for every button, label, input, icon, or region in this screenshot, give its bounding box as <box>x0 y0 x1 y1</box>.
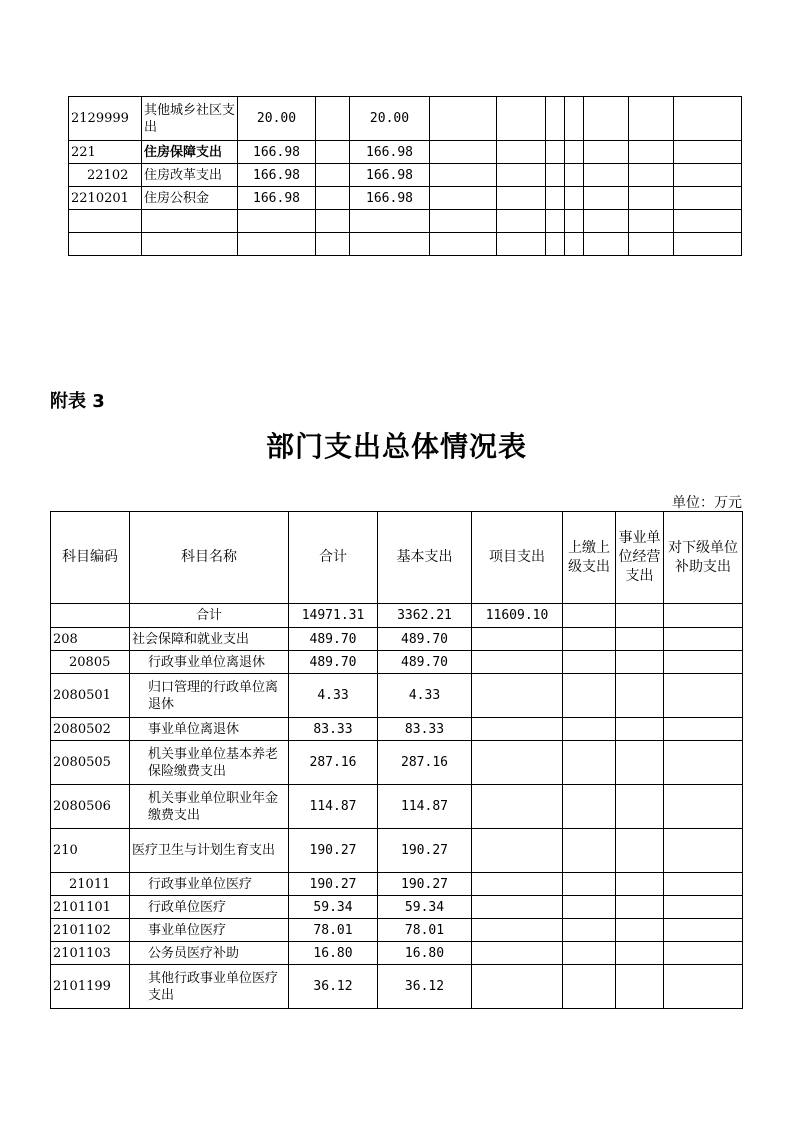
table-row <box>69 164 742 187</box>
table-row <box>51 651 743 674</box>
row-name: 归口管理的行政单位离退休 <box>130 674 289 718</box>
row-name: 医疗卫生与计划生育支出 <box>130 829 289 873</box>
row-basic: 83.33 <box>378 718 472 741</box>
row-total: 114.87 <box>289 785 378 829</box>
total-row <box>51 604 743 628</box>
row-code: 21011 <box>51 873 130 896</box>
row-name: 事业单位离退休 <box>130 718 289 741</box>
row-code: 20805 <box>51 651 130 674</box>
table-row <box>51 873 743 896</box>
row-total: 489.70 <box>289 651 378 674</box>
total-label: 合计 <box>130 604 289 628</box>
row-total: 83.33 <box>289 718 378 741</box>
row-code: 2080506 <box>51 785 130 829</box>
row-basic: 489.70 <box>378 651 472 674</box>
row-basic: 36.12 <box>378 965 472 1009</box>
header-name: 科目名称 <box>130 512 289 604</box>
attachment-label: 附表 3 <box>50 391 105 412</box>
row-total: 16.80 <box>289 942 378 965</box>
row-name: 其他城乡社区支出 <box>142 97 238 141</box>
row-code: 2080501 <box>51 674 130 718</box>
row-total: 20.00 <box>238 97 316 141</box>
row-basic: 78.01 <box>378 919 472 942</box>
row-name: 事业单位医疗 <box>130 919 289 942</box>
row-total: 166.98 <box>238 164 316 187</box>
row-total: 190.27 <box>289 829 378 873</box>
header-total: 合计 <box>289 512 378 604</box>
row-name: 住房改革支出 <box>142 164 238 187</box>
row-code: 2101103 <box>51 942 130 965</box>
table-row <box>69 187 742 210</box>
row-total: 36.12 <box>289 965 378 1009</box>
table-row <box>69 141 742 164</box>
row-name: 住房保障支出 <box>142 141 238 164</box>
top-table <box>68 96 742 256</box>
row-name: 行政事业单位医疗 <box>130 873 289 896</box>
header-project: 项目支出 <box>472 512 563 604</box>
row-code: 2101101 <box>51 896 130 919</box>
row-basic: 59.34 <box>378 896 472 919</box>
page-title: 部门支出总体情况表 <box>265 430 527 463</box>
row-total: 166.98 <box>238 141 316 164</box>
row-code: 208 <box>51 628 130 651</box>
row-basic: 16.80 <box>378 942 472 965</box>
row-name: 机关事业单位职业年金缴费支出 <box>130 785 289 829</box>
row-code: 210 <box>51 829 130 873</box>
row-name: 公务员医疗补助 <box>130 942 289 965</box>
row-code: 2101102 <box>51 919 130 942</box>
row-code: 221 <box>69 141 142 164</box>
row-name: 行政单位医疗 <box>130 896 289 919</box>
row-code: 22102 <box>69 164 142 187</box>
row-total: 489.70 <box>289 628 378 651</box>
table-row <box>51 628 743 651</box>
header-code: 科目编码 <box>51 512 130 604</box>
row-basic: 287.16 <box>378 741 472 785</box>
row-total: 78.01 <box>289 919 378 942</box>
row-name: 其他行政事业单位医疗支出 <box>130 965 289 1009</box>
row-basic: 166.98 <box>350 187 430 210</box>
total-basic: 3362.21 <box>378 604 472 628</box>
row-name: 行政事业单位离退休 <box>130 651 289 674</box>
row-basic: 166.98 <box>350 164 430 187</box>
expenditure-table-body <box>51 628 743 1009</box>
row-basic: 190.27 <box>378 829 472 873</box>
top-table-body <box>69 97 742 256</box>
row-basic: 489.70 <box>378 628 472 651</box>
empty-row <box>69 210 742 233</box>
row-total: 4.33 <box>289 674 378 718</box>
row-total: 166.98 <box>238 187 316 210</box>
table-row <box>51 919 743 942</box>
expenditure-table <box>50 511 743 1009</box>
header-upper-payment: 上缴上级支出 <box>563 512 616 604</box>
unit-label: 单位：万元 <box>672 495 742 511</box>
empty-row <box>69 233 742 256</box>
table-header-row <box>51 512 743 604</box>
row-total: 190.27 <box>289 873 378 896</box>
table-row <box>69 97 742 141</box>
row-code: 2101199 <box>51 965 130 1009</box>
table-row <box>51 718 743 741</box>
row-name: 住房公积金 <box>142 187 238 210</box>
total-project: 11609.10 <box>472 604 563 628</box>
row-code: 2080502 <box>51 718 130 741</box>
table-row <box>51 829 743 873</box>
table-row <box>51 674 743 718</box>
table-row <box>51 965 743 1009</box>
row-basic: 4.33 <box>378 674 472 718</box>
row-basic: 166.98 <box>350 141 430 164</box>
table-row <box>51 896 743 919</box>
row-code: 2129999 <box>69 97 142 141</box>
total-sum: 14971.31 <box>289 604 378 628</box>
table-row <box>51 942 743 965</box>
row-code: 2080505 <box>51 741 130 785</box>
header-business-expense: 事业单位经营支出 <box>616 512 664 604</box>
table-row <box>51 741 743 785</box>
header-basic: 基本支出 <box>378 512 472 604</box>
header-subsidy: 对下级单位补助支出 <box>664 512 743 604</box>
row-name: 社会保障和就业支出 <box>130 628 289 651</box>
row-total: 287.16 <box>289 741 378 785</box>
row-basic: 190.27 <box>378 873 472 896</box>
row-name: 机关事业单位基本养老保险缴费支出 <box>130 741 289 785</box>
row-basic: 20.00 <box>350 97 430 141</box>
table-row <box>51 785 743 829</box>
row-basic: 114.87 <box>378 785 472 829</box>
row-total: 59.34 <box>289 896 378 919</box>
row-code: 2210201 <box>69 187 142 210</box>
